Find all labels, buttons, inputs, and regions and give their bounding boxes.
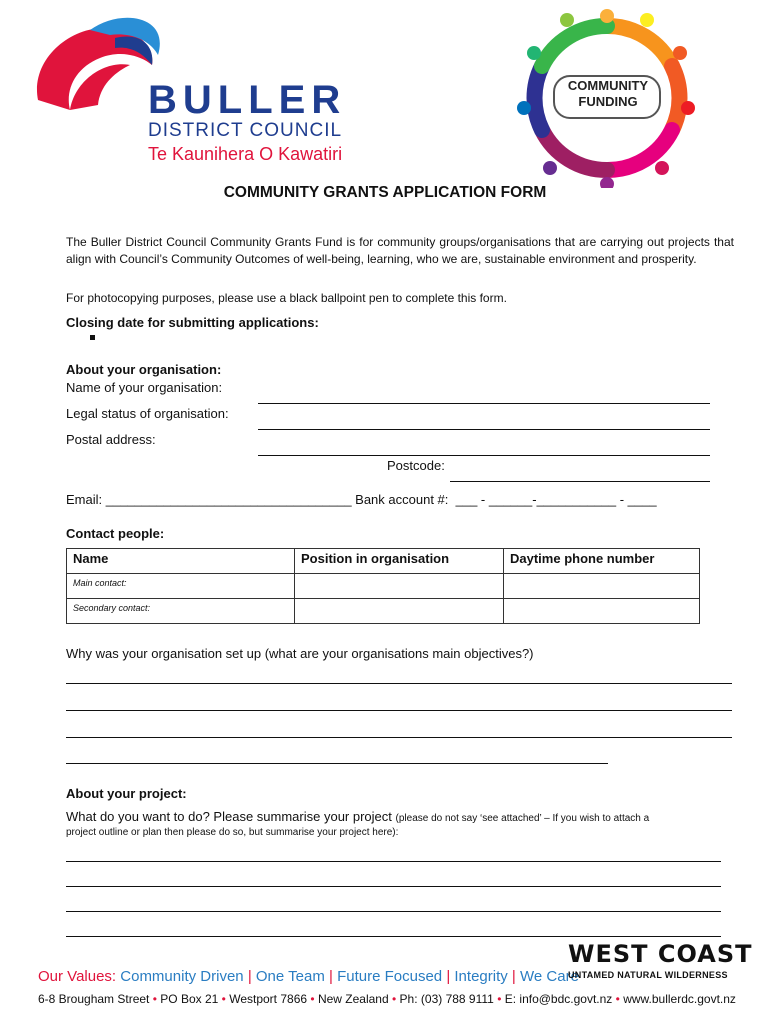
footer-values: Our Values: Community Driven | One Team | Future Focused | Integrity | We Care [38, 968, 579, 985]
why-question: Why was your organisation set up (what are your organisations main objectives?) [66, 646, 534, 661]
project-question-note: (please do not say ‘see attached’ – If you wish to attach a [395, 813, 650, 824]
table-row [67, 574, 700, 599]
address-street: 6-8 Brougham Street [38, 992, 150, 1006]
col-phone: Daytime phone number [504, 549, 700, 574]
contact-people-heading: Contact people: [66, 526, 165, 541]
address-town: Westport 7866 [229, 992, 308, 1006]
objectives-line-1[interactable] [66, 683, 732, 684]
bullet-icon [90, 335, 95, 340]
funding-line2: FUNDING [578, 94, 638, 109]
objectives-line-4[interactable] [66, 763, 608, 764]
col-name: Name [67, 549, 295, 574]
project-question-note2: project outline or plan then please do so, but summarise your project here): [66, 827, 399, 838]
value-item: Integrity [454, 968, 508, 985]
legal-status-label: Legal status of organisation: [66, 406, 229, 421]
secondary-contact-phone-cell[interactable] [504, 599, 700, 624]
objectives-line-2[interactable] [66, 710, 732, 711]
org-maori-name: Te Kaunihera O Kawatiri [148, 144, 343, 164]
address-email: E: info@bdc.govt.nz [504, 992, 613, 1006]
west-coast-tagline: UNTAMED NATURAL WILDERNESS [568, 970, 728, 980]
project-line-3[interactable] [66, 911, 721, 912]
community-funding-text [553, 78, 663, 110]
project-line-4[interactable] [66, 936, 721, 937]
about-project-heading: About your project: [66, 786, 187, 801]
secondary-contact-label: Secondary contact: [73, 603, 151, 613]
secondary-contact-name-cell[interactable] [67, 599, 295, 624]
project-question-main: What do you want to do? Please summarise your project [66, 809, 392, 824]
funding-line1: COMMUNITY [567, 78, 649, 93]
legal-status-field[interactable] [258, 429, 710, 430]
closing-date-label: Closing date for submitting applications: [66, 315, 319, 330]
value-item: We Care [520, 968, 579, 985]
address-pobox: PO Box 21 [160, 992, 219, 1006]
project-question [66, 809, 746, 827]
postal-address-field[interactable] [258, 455, 710, 456]
west-coast-logo: WEST COAST [568, 940, 753, 968]
footer-address: 6-8 Brougham Street • PO Box 21 • Westport 7866 • New Zealand • Ph: (03) 788 9111 • E: info@bdc.govt.nz • www.bullerdc.govt.nz [38, 992, 736, 1006]
address-country: New Zealand [317, 992, 389, 1006]
value-item: Future Focused [337, 968, 443, 985]
org-name-field[interactable] [258, 403, 710, 404]
form-title: COMMUNITY GRANTS APPLICATION FORM [223, 184, 547, 201]
value-item: Community Driven [120, 968, 244, 985]
postcode-field[interactable] [450, 481, 710, 482]
project-line-2[interactable] [66, 886, 721, 887]
objectives-line-3[interactable] [66, 737, 732, 738]
postal-address-label: Postal address: [66, 432, 156, 447]
table-header-row [67, 549, 700, 574]
email-bank-line[interactable]: Email: __________________________________ Bank account #: ___ - ______-___________ - ____ [66, 492, 657, 507]
main-contact-name-cell[interactable] [67, 574, 295, 599]
intro-paragraph: The Buller District Council Community Grants Fund is for community groups/organisations that are carrying out projects that align with Council’s Community Outcomes of well-being, learning, who we are, sustainable environment and prosperity. [66, 235, 734, 266]
table-row [67, 599, 700, 624]
secondary-contact-position-cell[interactable] [295, 599, 504, 624]
address-phone: Ph: (03) 788 9111 [399, 992, 494, 1006]
main-contact-label: Main contact: [73, 578, 127, 588]
values-label: Our Values: [38, 968, 117, 985]
main-contact-position-cell[interactable] [295, 574, 504, 599]
value-item: One Team [255, 968, 325, 985]
photocopy-note: For photocopying purposes, please use a black ballpoint pen to complete this form. [66, 291, 507, 305]
project-line-1[interactable] [66, 861, 721, 862]
postcode-label: Postcode: [387, 458, 445, 473]
main-contact-phone-cell[interactable] [504, 574, 700, 599]
about-org-heading: About your organisation: [66, 362, 222, 377]
contacts-table [66, 548, 700, 624]
org-name-label: Name of your organisation: [66, 380, 223, 395]
address-website: www.bullerdc.govt.nz [623, 992, 736, 1006]
col-position: Position in organisation [295, 549, 504, 574]
org-subtitle: DISTRICT COUNCIL [148, 120, 343, 141]
org-name: BULLER [148, 78, 347, 122]
